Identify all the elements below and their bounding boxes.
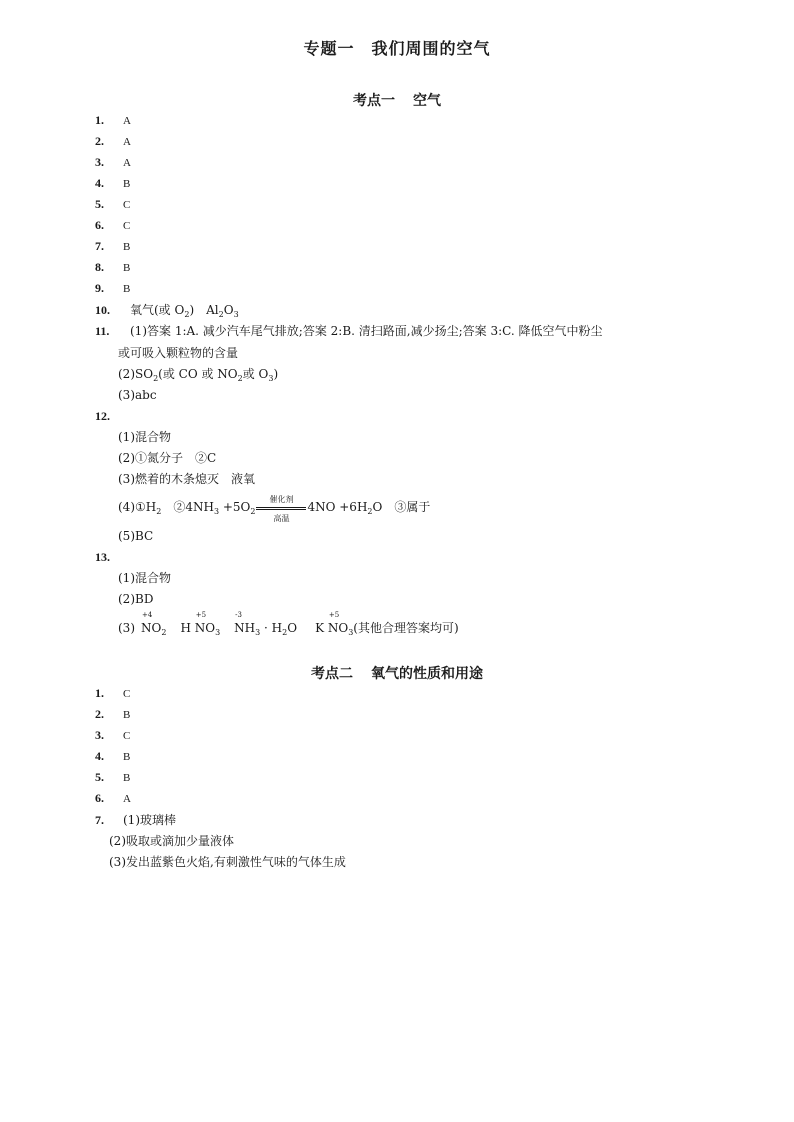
answer-text: (1)答案 1:A. 减少汽车尾气排放;答案 2:B. 清扫路面,减少扬尘;答案 3:C. 降低空气中粉尘 <box>130 324 603 338</box>
answer-line: (2)吸取或滴加少量液体 <box>109 834 234 848</box>
answer-row-10 <box>95 302 239 318</box>
answer-row <box>95 280 130 297</box>
answer-number: 1. <box>95 113 104 127</box>
answer-value: B <box>123 241 131 253</box>
answer-line: (2)BD <box>118 592 154 606</box>
section-title-1 <box>0 90 794 110</box>
answer-line: 或可吸入颗粒物的含量 <box>118 346 239 360</box>
answer-text: (1)玻璃棒 <box>123 813 176 827</box>
answer-number: 6. <box>95 791 104 805</box>
answer-line: (3)发出蓝紫色火焰,有刺激性气味的气体生成 <box>109 855 346 869</box>
answer-row-7 <box>95 812 176 828</box>
answer-value: A <box>123 793 131 805</box>
answer-line: $(4)①H_2$ $②4NH_3 +5O_2$ 催化剂 高温 $4NO +6H_2O$ ③属于 <box>118 494 431 523</box>
section-prefix: 考点一 <box>353 93 395 109</box>
answer-line: (3) +4 $NO_2$ H +5 $NO_3$ -3 $NH_3 \cdot H_2O$ K +5 $NO_3$(其他合理答案均可) <box>118 611 459 637</box>
answer-line: (1)混合物 <box>118 571 171 585</box>
answer-row-13 <box>95 549 110 565</box>
answer-row <box>95 196 130 213</box>
answer-value: C <box>123 730 131 742</box>
section-name: 空气 <box>413 93 441 109</box>
answer-number: 4. <box>95 749 104 763</box>
answer-value: A <box>123 115 131 127</box>
section-name: 氧气的性质和用途 <box>371 666 483 682</box>
answer-number: 7. <box>95 813 104 827</box>
valence-formula: +4 N <box>141 611 153 635</box>
answer-number: 8. <box>95 260 104 274</box>
answer-text: 氧气(或 $O_2$) $Al_2O_3$ <box>130 303 239 319</box>
answer-value: B <box>123 283 131 295</box>
answer-row <box>95 727 130 744</box>
valence-formula: +5 N <box>194 611 207 635</box>
valence-formula: +5 N <box>327 611 340 635</box>
answer-row <box>95 112 131 129</box>
answer-row <box>95 790 131 807</box>
answer-value: C <box>123 688 131 700</box>
answer-row <box>95 175 130 192</box>
answer-number: 6. <box>95 218 104 232</box>
answer-number: 5. <box>95 197 104 211</box>
answer-value: B <box>123 709 131 721</box>
answer-value: B <box>123 772 131 784</box>
answer-value: C <box>123 199 131 211</box>
answer-number: 3. <box>95 155 104 169</box>
answer-number: 9. <box>95 281 104 295</box>
answer-value: B <box>123 178 131 190</box>
answer-row-11 <box>95 323 603 339</box>
answer-row <box>95 133 131 150</box>
answer-number: 10. <box>95 303 110 317</box>
answer-line: (3)燃着的木条熄灭 液氧 <box>118 472 255 486</box>
answer-row <box>95 769 130 786</box>
valence-formula: -3 N <box>234 611 245 635</box>
answer-value: B <box>123 751 131 763</box>
answer-number: 11. <box>95 324 110 338</box>
answer-row-12 <box>95 408 110 424</box>
answer-row <box>95 238 130 255</box>
answer-line: $(2)SO_2$(或 CO 或 $NO_2$或 $O_3$) <box>118 367 279 383</box>
answer-number: 7. <box>95 239 104 253</box>
answer-row <box>95 259 130 276</box>
answer-value: A <box>123 157 131 169</box>
answer-number: 2. <box>95 134 104 148</box>
page-title: 专题一 我们周围的空气 <box>303 39 491 58</box>
answer-row <box>95 217 130 234</box>
answer-number: 5. <box>95 770 104 784</box>
answer-line: (2)①氮分子 ②C <box>118 451 217 465</box>
answer-number: 13. <box>95 550 110 564</box>
answer-number: 3. <box>95 728 104 742</box>
answer-row <box>95 685 130 702</box>
answer-value: C <box>123 220 131 232</box>
answer-line: (5)BC <box>118 529 154 543</box>
answer-number: 12. <box>95 409 110 423</box>
answer-row <box>95 706 130 723</box>
answer-number: 2. <box>95 707 104 721</box>
reaction-condition: 催化剂 高温 <box>256 500 306 516</box>
answer-number: 4. <box>95 176 104 190</box>
section-prefix: 考点二 <box>311 666 353 682</box>
answer-value: A <box>123 136 131 148</box>
answer-row <box>95 154 131 171</box>
answer-line: (3)abc <box>118 388 157 402</box>
section-title-2 <box>0 663 794 683</box>
answer-line: (1)混合物 <box>118 430 171 444</box>
answer-number: 1. <box>95 686 104 700</box>
answer-row <box>95 748 130 765</box>
answer-value: B <box>123 262 131 274</box>
